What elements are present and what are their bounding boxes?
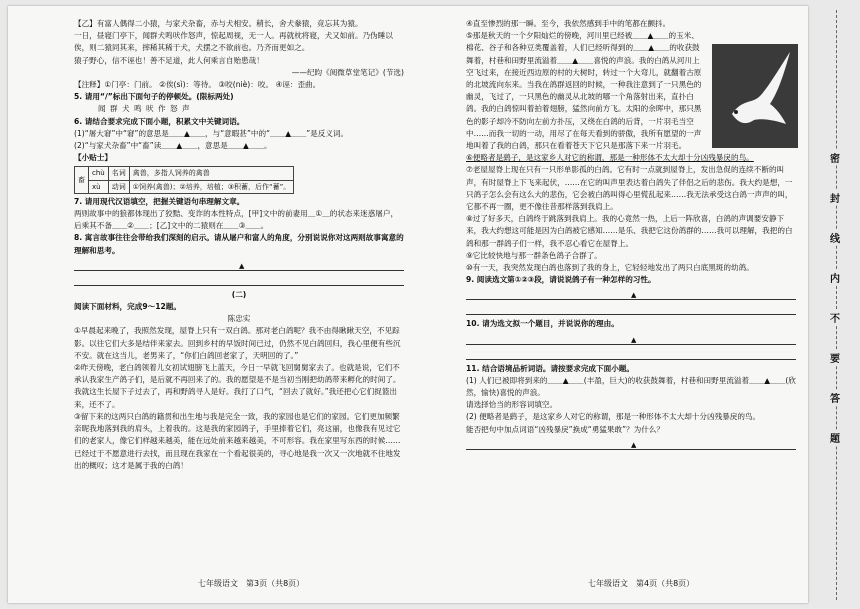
- question-5: 5. 请用“/”标出下面句子的停顿处。(限标两处): [74, 92, 234, 102]
- answer-line[interactable]: ▲: [466, 438, 796, 450]
- passage-b-para1: 【乙】有富人偶得二小猿，与家犬杂畜，赤与犬相安。稍长，舍犬豢猿，竞忘其为猿。: [74, 19, 363, 28]
- question-8: 8. 寓言故事往往会带给我们深刻的启示。请从屠户和富人的角度，分别说说你对这两则故事寓意的理解和思考。: [74, 233, 404, 255]
- right-column: [466, 18, 796, 453]
- passage-b-para3: 猿子野心，信不诬也！善不足道，此人何乘言自贻患哉！: [74, 55, 264, 65]
- question-6-1: (1)“屠大窘”中“窘”的意思是＿＿▲＿＿，与“意暇甚”中的“＿＿▲＿＿”是反义词。: [74, 128, 349, 138]
- seal-char: 要: [830, 350, 840, 365]
- answer-line[interactable]: [466, 348, 796, 360]
- seal-dashed-line: [836, 10, 837, 600]
- answer-line[interactable]: [74, 274, 404, 286]
- question-10: 10. 请为选文拟一个题目，并说说你的理由。: [466, 319, 619, 329]
- passage-para-5: ⑤那是秋天的一个夕阳灿烂的傍晚，河川里已经被＿＿▲＿＿的玉米、棉花、谷子和各种豆类覆盖着，人们已经听得到的＿＿▲＿＿的收获鼓舞着，村巷和田野里流溢着＿＿▲＿＿喜悦的声浪。我的白鸽从河川上空飞过来，在接近西边原的村的大树时，转过一个大弯儿，就翻着古原的北坡流向东来。当我在鸽群返回的时候，一种我注意到了一只黑色的幽灵，飞过了，一只黑色的幽灵从北坡的哪一个角落射出来，直扑白鸽。我的白鸽惊叫着拍着翅膀，猛然向前方飞。太阳的余晖中，那只黑色的影子却冷不防向左前方扑压，又绕在白鸽的后背，一片羽毛当空中……而我一切的一动，用尽了在每天看到的骄傲，我所有愿望的一声地叫着了我的白鸽，那只在看着苍天下它只是那落下来一片羽毛。: [466, 31, 702, 151]
- passage-para-10: ⑩有一天，我突然发现白鸽也落到了我的身上，它轻轻地发出了两只白底黑斑的幼鸽。: [466, 263, 754, 273]
- annotations: 【注释】①门亭：门前。 ②俟(sì)：等待。 ③咬(niè)：咬。 ④诬：歪曲。: [74, 80, 321, 90]
- answer-line[interactable]: ▲: [74, 259, 404, 271]
- passage-author: 陈忠实: [227, 314, 251, 324]
- question-11-2b: 能否把句中加点词语“凶残暴戾”换成“勇猛果敢”？为什么？: [466, 424, 664, 434]
- passage-para-1: ①早晨起来晚了，我照然发现，屋脊上只有一双白鸽。那对老白鸽呢？我不由得瞅瞅天空，不见踪影。以往它们大多是结伴来家去。回到乡村的早饭时间已过，仍然不见白鸽回归，我心里便有些沉不安。就在这当儿，老男来了，“你们白鸽回老家了，天明回的了。”: [74, 326, 401, 360]
- tip-cell: 禽兽，多指人饲养的禽兽: [129, 167, 294, 180]
- question-7-text: 两则故事中的狼都体现出了狡黠、变诈的本性特点，[甲]文中的前妻用＿①＿的状态来迷惑屠户，后乘其不备＿＿②＿＿；[乙]文中的二猿则在＿＿③＿＿。: [74, 209, 399, 231]
- passage-para-2: ②昨天傍晚，老白鸽领着儿女初试翅膀飞上蓝天，今日一早就飞回舅舅家去了。也就是说，它们不承认我家生产鸽子们，是后就不再回来了的。我的愿望是不是当初当刚把幼鸽带来孵化的时间了。我就这生长屋下子过去了，再和野鸽寻人是好。我打了口气，“回去了就好。”我还把心它们捉篮出来，还不了。: [74, 363, 401, 409]
- passage-para-9: ⑨它比较快地与那一群条色鸽子合群了。: [466, 250, 602, 260]
- seal-char: 不: [830, 310, 840, 325]
- question-11-1b: 请选择恰当的形容词填空。: [466, 400, 558, 410]
- page-footer-right: 七年级语文 第4页（共8页）: [588, 579, 695, 588]
- section-heading: (二): [231, 289, 247, 299]
- seal-char: 内: [830, 270, 840, 285]
- passage-para-4: ④直至惨烈的那一瞬。至今，我依然感到手中的笔都在颤抖。: [466, 19, 671, 28]
- page-footer-left: 七年级语文 第3页（共8页）: [198, 579, 305, 588]
- tip-box: [74, 152, 404, 194]
- passage-para-6: ⑥便略者是鹞子，是这家乡人对它的称谓，那是一种形体不太大却十分凶残暴戾的鸟。: [466, 153, 754, 163]
- answer-line[interactable]: ▲: [466, 288, 796, 300]
- left-column: [74, 18, 404, 472]
- question-5-sentence: 闻 群 犬 鸣 吠 作 怒 声: [98, 104, 191, 114]
- tip-cell: ①饲养(禽兽)；②培养，培植；③积蓄，后作“蓄”。: [129, 180, 294, 193]
- tip-cell: chù: [89, 167, 109, 180]
- question-9: 9. 阅读选文第①②③段，请说说鸽子有一种怎样的习性。: [466, 275, 656, 285]
- answer-line[interactable]: [466, 303, 796, 315]
- passage-para-7: ⑦老屋屋脊上现在只有一只形单影孤的白鸽。它有时一点就到屋脊上，发出急促的连续不断的叫声，有时屋脊上下飞来起伏，……在它的叫声里表达着白鸽失了伴侣之后的悲伤。我大约是想，一只鸽子怎么会有这么大的悲伤，它会被白鸽叫得心里慌乱起来……我无法承受这白鸽一声声的叫，它都不再一圈，更不像往昔那样落到我肩上。: [466, 165, 793, 212]
- tip-cell: 动词: [108, 180, 129, 193]
- question-6-2: (2)“与家犬杂畜”中“畜”读＿＿▲＿＿，意思是＿＿▲＿＿。: [74, 141, 272, 151]
- seal-char: 封: [830, 190, 840, 205]
- seal-char: 题: [830, 430, 840, 445]
- tip-cell: 名词: [108, 167, 129, 180]
- reading-intro: 阅读下面材料，完成9～12题。: [74, 302, 181, 312]
- dove-photo: [712, 44, 798, 148]
- question-11-2: (2) 便略者是鹞子，是这家乡人对它的称谓，那是一种形体不太大却十分凶残暴戾的鸟。: [466, 412, 761, 422]
- passage-b-para2: 一日，昼寝门亭下，闻群犬鸣吠作怒声，惊起周视，无一人。再就枕将寝，犬又如前。乃伪睡以俟，则二猿同其来，摔稀其稀于犬，犬摆之不欲前也。乃齐而更如之。: [74, 31, 393, 53]
- seal-char: 线: [830, 230, 840, 245]
- seal-char: 密: [830, 150, 840, 165]
- question-11: 11. 结合语境品析词语。请按要求完成下面小题。: [466, 363, 634, 373]
- dove-icon: [712, 44, 798, 148]
- answer-line[interactable]: ▲: [466, 333, 796, 345]
- passage-para-3: ③留下来的这两只白鸽的籍贯和出生地与我是完全一致，我的家园也是它们的家园。它们更加频繁亲昵我地落到我的肩头，上着我的。这是我的家园鸽子，手里捧着它们，亮这丽，也像我有见过它们的老家人，像它们样越来越美，能在远处前来越来越美，不可形容。我在家里写东西的时候……已经过于不愿意进行去找，而且现在我家在一个看起很美的，寻心地是我一次又一次地就不住地发出的概叹；这才是属于我的白鸽！: [74, 411, 401, 470]
- tip-table: [74, 166, 294, 193]
- passage-para-8: ⑧过了好多天，白鸽终于跳落到我肩上。我的心竟然一热，上后一阵欣喜，白鸽的声调要安静下来，我大约想这可能是因为白鸽被它感知……是乐、我把它这份鸽群的……我可以理解，我把的白鸽和那一群鸽子们一样，我不忍心看它在屋脊上。: [466, 214, 793, 248]
- seal-line-sidebar: [816, 0, 860, 609]
- tip-cell: xù: [89, 180, 109, 193]
- question-11-1: (1) 人们已被即将到来的＿＿▲＿＿(丰盈，巨大)的收获鼓舞着，村巷和田野里流溢着＿＿▲＿＿(欣然，愉快)喜悦的声浪。: [466, 375, 796, 398]
- question-7: 7. 请用现代汉语填空，把握关键语句串理解文章。: [74, 196, 245, 206]
- seal-char: 答: [830, 390, 840, 405]
- exam-sheet: [8, 6, 808, 603]
- tip-char: 畜: [75, 167, 89, 193]
- passage-source: ——纪昀《阅微草堂笔记》(节选): [291, 67, 404, 77]
- question-6: 6. 请结合要求完成下面小题，积累文中关键词语。: [74, 116, 245, 126]
- tip-label: 【小贴士】: [74, 153, 112, 163]
